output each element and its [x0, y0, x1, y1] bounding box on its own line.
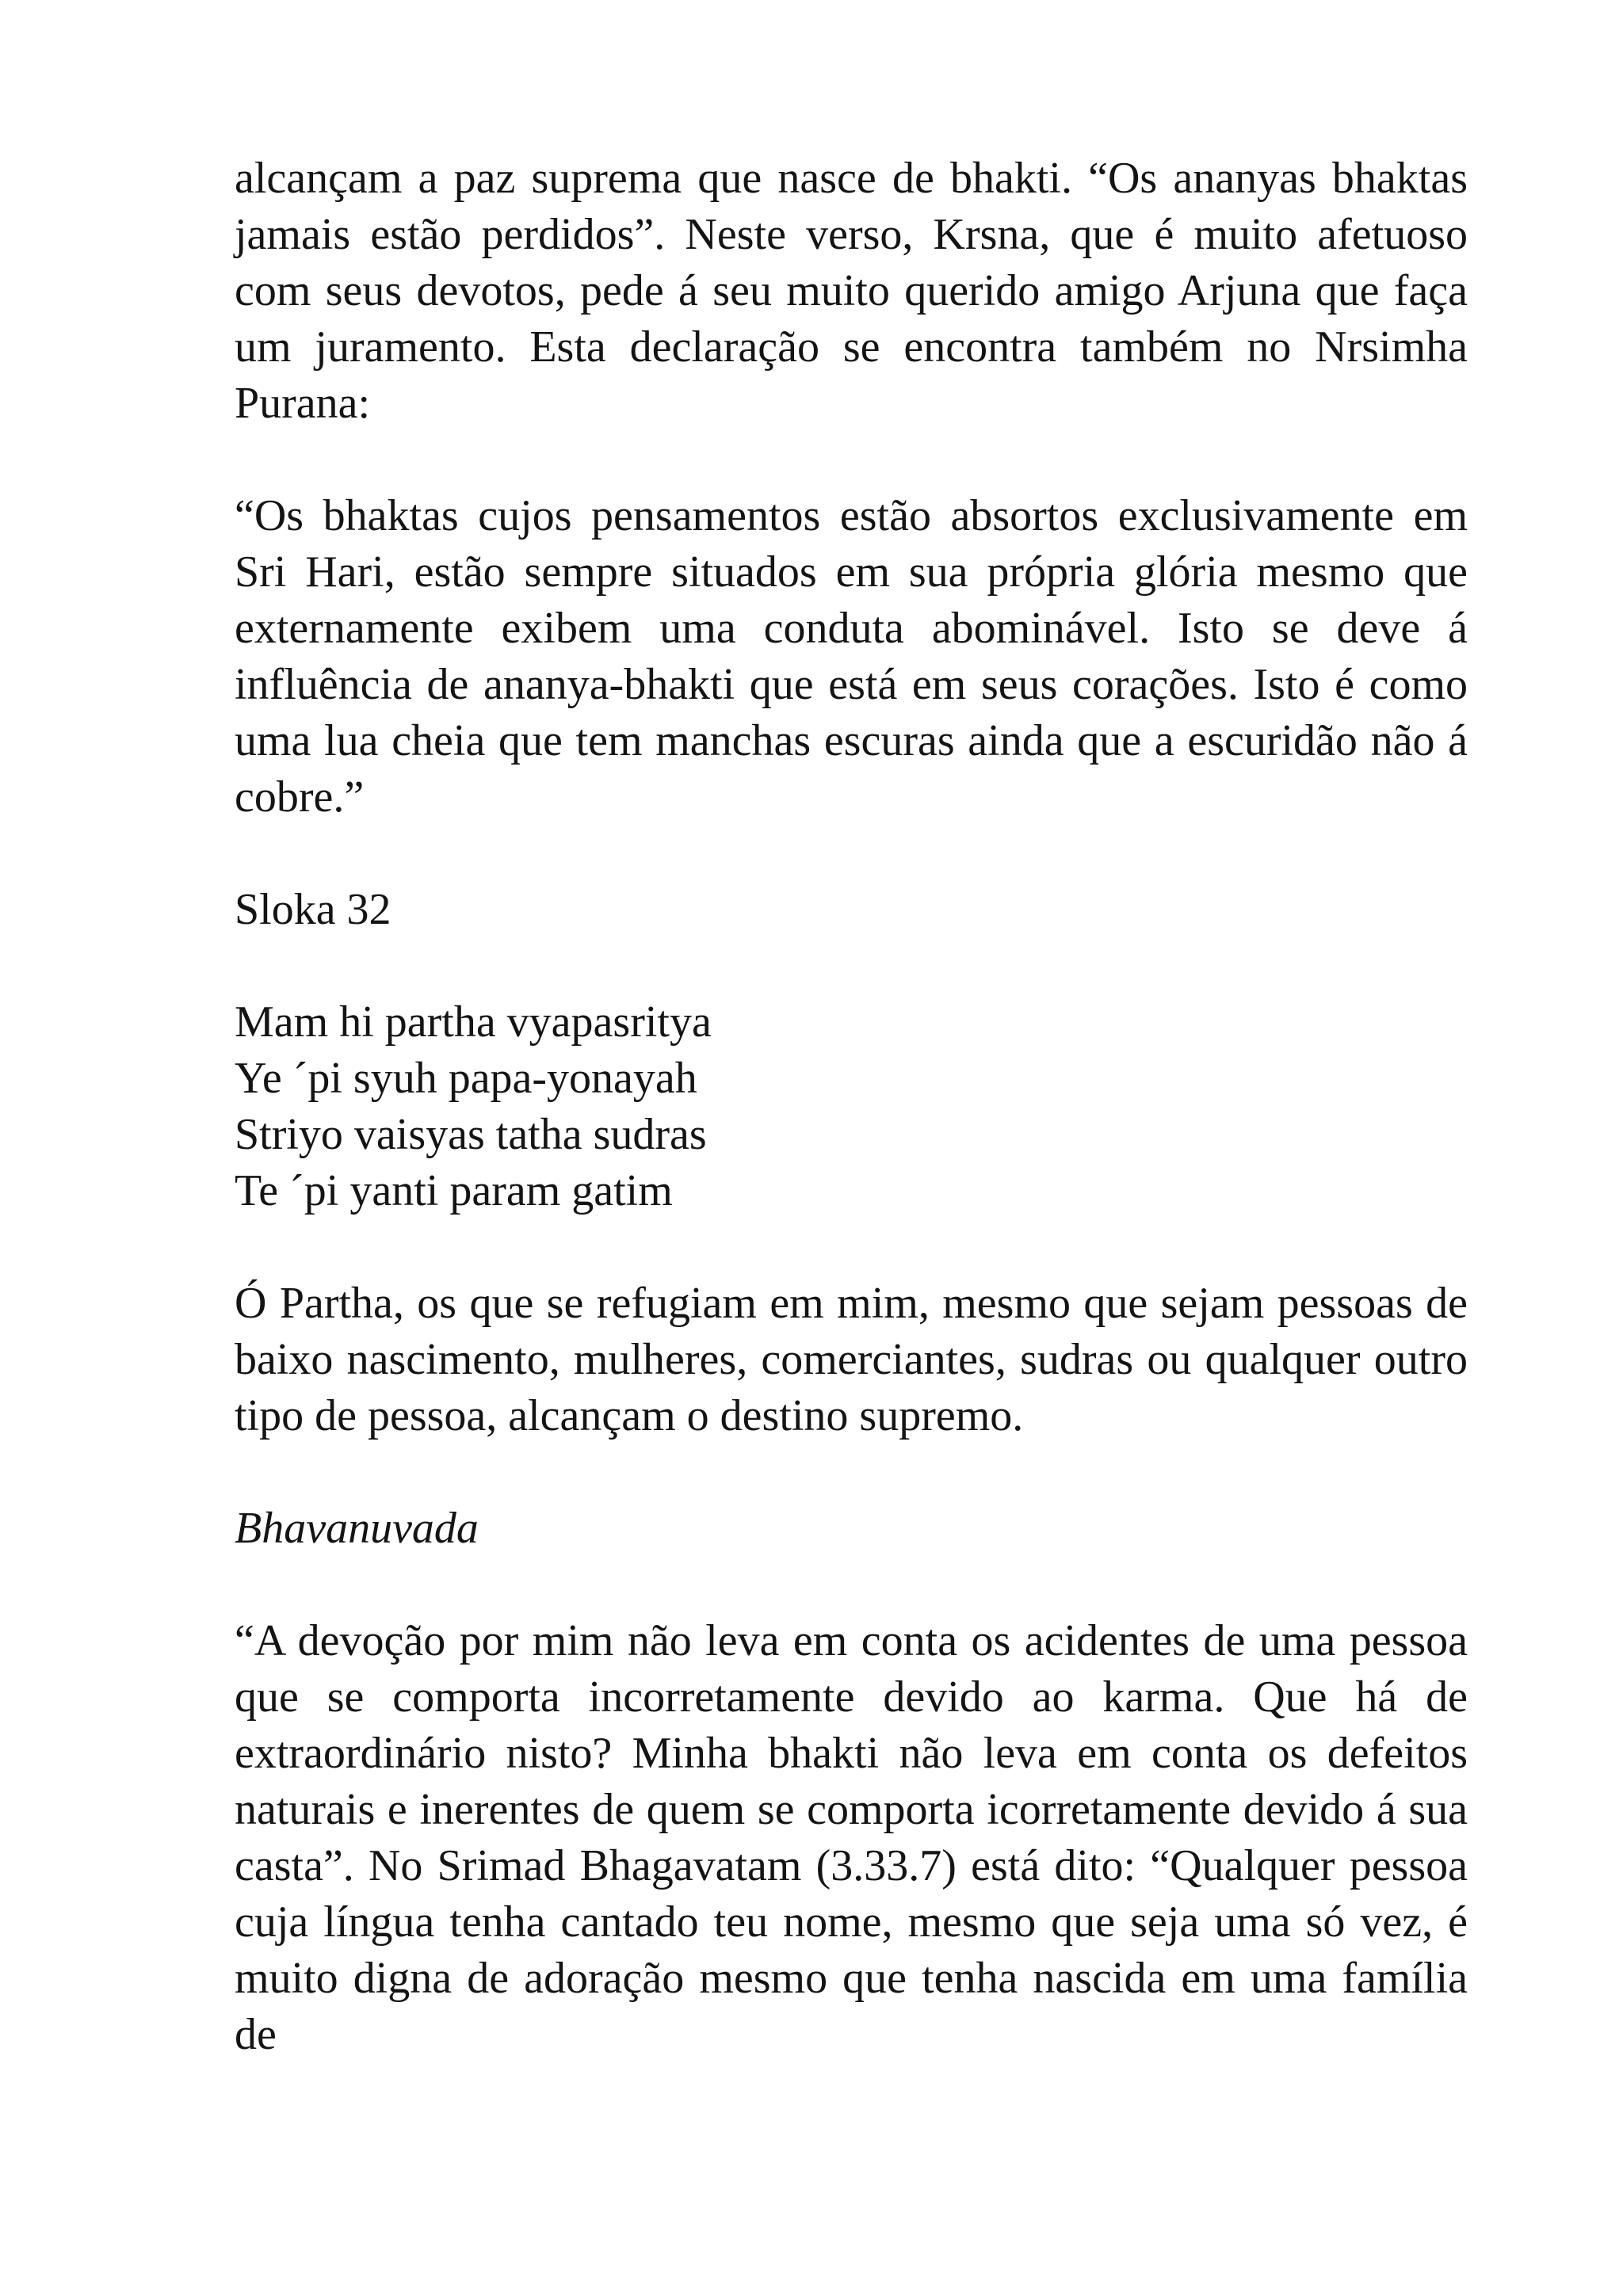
verse-line-3: Striyo vaisyas tatha sudras — [235, 1110, 707, 1159]
commentary-heading: Bhavanuvada — [235, 1504, 479, 1553]
sloka-heading: Sloka 32 — [235, 885, 391, 934]
verse-line-2: Ye ´pi syuh papa-yonayah — [235, 1054, 697, 1103]
verse-line-1: Mam hi partha vyapasritya — [235, 997, 712, 1047]
verse-line-4: Te ´pi yanti param gatim — [235, 1166, 673, 1215]
document-page — [235, 151, 1468, 2063]
sloka-verse — [235, 994, 1468, 1219]
paragraph-commentary: “A devoção por mim não leva em conta os acidentes de uma pessoa que se comporta incorretamente devido ao karma. Que há de extraordinário nisto? Minha bhakti não leva em conta os defeitos naturais e inerentes de quem se comporta icorretamente devido á sua casta”. No Srimad Bhagavatam (3.33.7) está dito: “Qualquer pessoa cuja língua tenha cantado teu nome, mesmo que seja uma só vez, é muito digna de adoração mesmo que tenha nascida em uma família de — [235, 1616, 1468, 2059]
paragraph-intro: alcançam a paz suprema que nasce de bhakti. “Os ananyas bhaktas jamais estão perdidos”. Neste verso, Krsna, que é muito afetuoso com seus devotos, pede á seu muito querido amigo Arjuna que faça um juramento. Esta declaração se encontra também no Nrsimha Purana: — [235, 154, 1468, 428]
paragraph-nrsimha-quote: “Os bhaktas cujos pensamentos estão absortos exclusivamente em Sri Hari, estão sempre situados em sua própria glória mesmo que externamente exibem uma conduta abominável. Isto se deve á influência de ananya-bhakti que está em seus corações. Isto é como uma lua cheia que tem manchas escuras ainda que a escuridão não á cobre.” — [235, 491, 1468, 822]
verse-translation: Ó Partha, os que se refugiam em mim, mesmo que sejam pessoas de baixo nascimento, mulheres, comerciantes, sudras ou qualquer outro tipo de pessoa, alcançam o destino supremo. — [235, 1279, 1468, 1440]
